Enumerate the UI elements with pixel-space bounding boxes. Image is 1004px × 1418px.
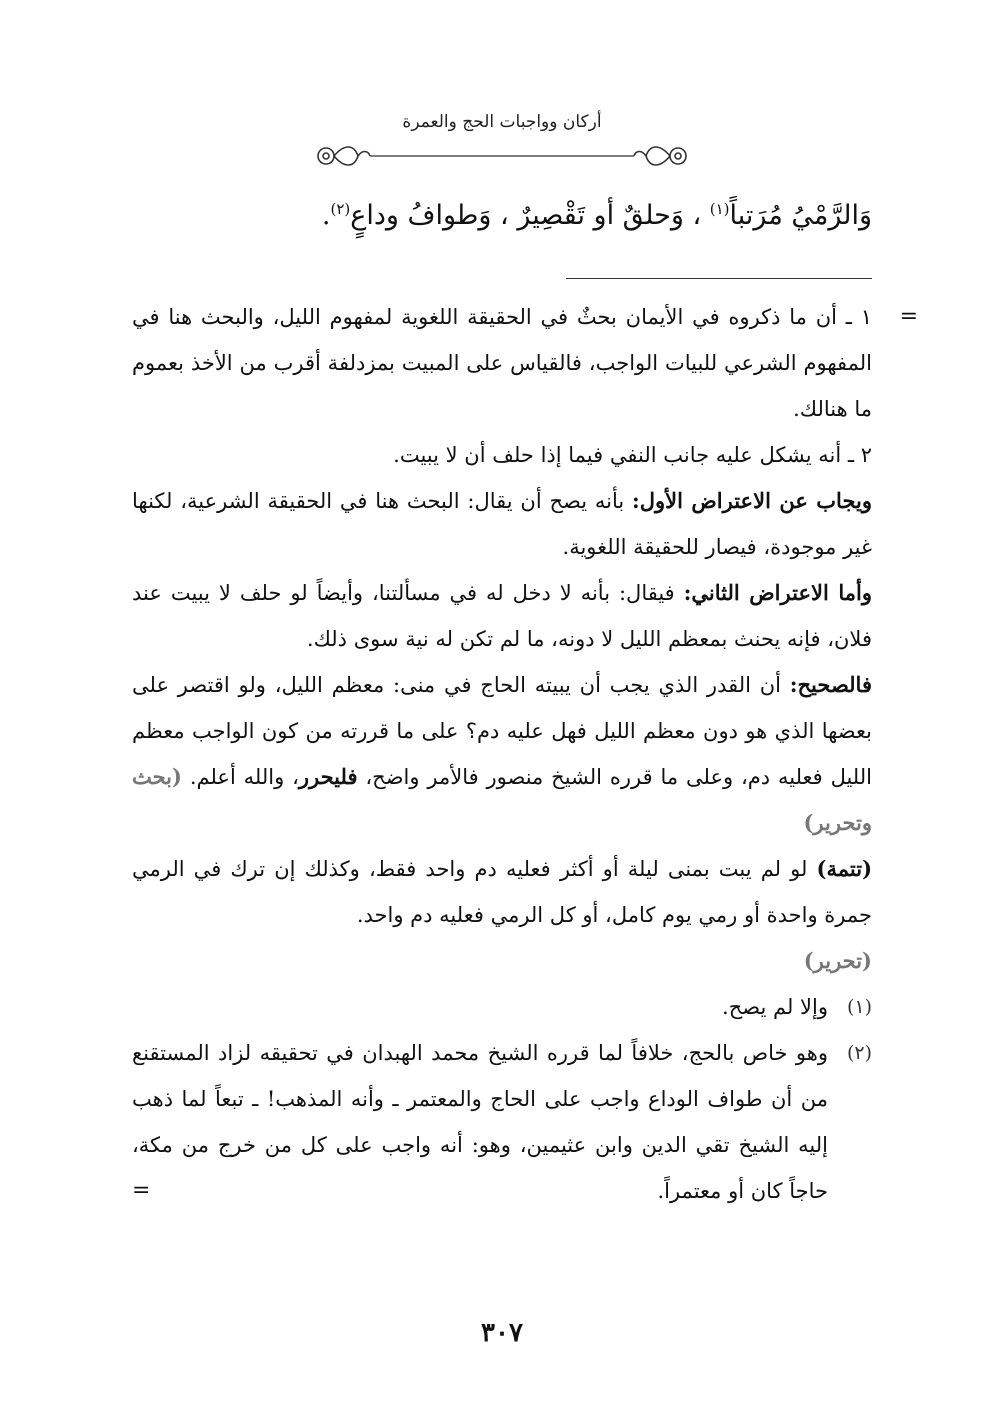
note-paragraph-4 bbox=[132, 570, 872, 662]
note-lead-6: (تتمة) bbox=[816, 856, 872, 881]
footnotes-section bbox=[132, 294, 918, 1214]
floral-divider-icon bbox=[300, 136, 704, 176]
note-lead-4: وأما الاعتراض الثاني: bbox=[683, 580, 872, 605]
page-number: ٣٠٧ bbox=[481, 1318, 523, 1348]
footnote-number-1: (١) bbox=[846, 996, 872, 1018]
footnote-separator bbox=[566, 278, 872, 279]
footnote-2 bbox=[132, 1030, 872, 1214]
main-verse bbox=[150, 196, 872, 236]
note-tag-6: (تحرير) bbox=[803, 948, 872, 973]
end-continuation-mark: = bbox=[132, 1178, 151, 1203]
footnote-ref-1: (١) bbox=[709, 200, 730, 218]
footnote-ref-2: (٢) bbox=[330, 200, 351, 218]
footnote-text-1: وإلا لم يصح. bbox=[722, 995, 828, 1019]
note-tag-5: (بحث وتحرير) bbox=[132, 764, 872, 835]
note-text-4: فيقال: بأنه لا دخل له في مسألتنا، وأيضاً لو حلف لا يبيت عند فلان، فإنه يحنث بمعظم الليل لا دونه، ما لم تكن له نية سوى ذلك. bbox=[132, 581, 872, 651]
continuation-mark: = bbox=[899, 304, 918, 329]
note-text-5: أن القدر الذي يجب أن يبيته الحاج في منى: معظم الليل، ولو اقتصر على بعضها الذي هو دون معظم الليل فهل عليه دم؟ على ما قررته من كون الواجب معظم الليل فعليه دم، وعلى ما قرره الشيخ منصور فالأمر واضح، bbox=[132, 673, 872, 789]
note-lead-3: ويجاب عن الاعتراض الأول: bbox=[632, 488, 872, 513]
verse-part-2: ، وَحلقٌ أو تَقْصِيرٌ ، وَطوافُ وداعٍ bbox=[350, 200, 702, 231]
running-header bbox=[300, 112, 704, 172]
note-text-3: بأنه يصح أن يقال: البحث هنا في الحقيقة الشرعية، لكنها غير موجودة، فيصار للحقيقة اللغوية. bbox=[132, 489, 872, 559]
note-bold-5: فليحرر bbox=[298, 764, 358, 789]
note-tail-5: ، والله أعلم. bbox=[181, 765, 299, 789]
note-text-6: لو لم يبت بمنى ليلة أو أكثر فعليه دم واحد فقط، وكذلك إن ترك في الرمي جمرة واحدة أو رمي يوم كامل، أو كل الرمي فعليه دم واحد. bbox=[132, 857, 872, 927]
note-paragraph-6 bbox=[132, 846, 872, 984]
note-paragraph-5 bbox=[132, 662, 872, 846]
note-paragraph-2: ٢ ـ أنه يشكل عليه جانب النفي فيما إذا حلف أن لا يبيت. bbox=[393, 443, 872, 467]
footnote-number-2: (٢) bbox=[846, 1042, 872, 1064]
verse-part-1: وَالرَّمْيُ مُرَتباً bbox=[729, 200, 872, 231]
note-paragraph-1: ١ ـ أن ما ذكروه في الأيمان بحثٌ في الحقيقة اللغوية لمفهوم الليل، والبحث هنا في المفهوم الشرعي للبيات الواجب، فالقياس على المبيت بمزدلفة أقرب من الأخذ بعموم ما هنالك. bbox=[132, 305, 872, 421]
note-lead-5: فالصحيح: bbox=[789, 672, 872, 697]
running-header-title: أركان وواجبات الحج والعمرة bbox=[402, 112, 602, 132]
verse-part-3: . bbox=[321, 200, 331, 231]
footnote-1 bbox=[132, 984, 872, 1030]
note-paragraph-3 bbox=[132, 478, 872, 570]
footnote-text-2: وهو خاص بالحج، خلافاً لما قرره الشيخ محمد الهبدان في تحقيقه لزاد المستقنع من أن طواف الوداع واجب على الحاج والمعتمر ـ وأنه المذهب! ـ تبعاً لما ذهب إليه الشيخ تقي الدين وابن عثيمين، وهو: أنه واجب على كل من خرج من مكة، حاجاً كان أو معتمراً. bbox=[132, 1041, 828, 1203]
